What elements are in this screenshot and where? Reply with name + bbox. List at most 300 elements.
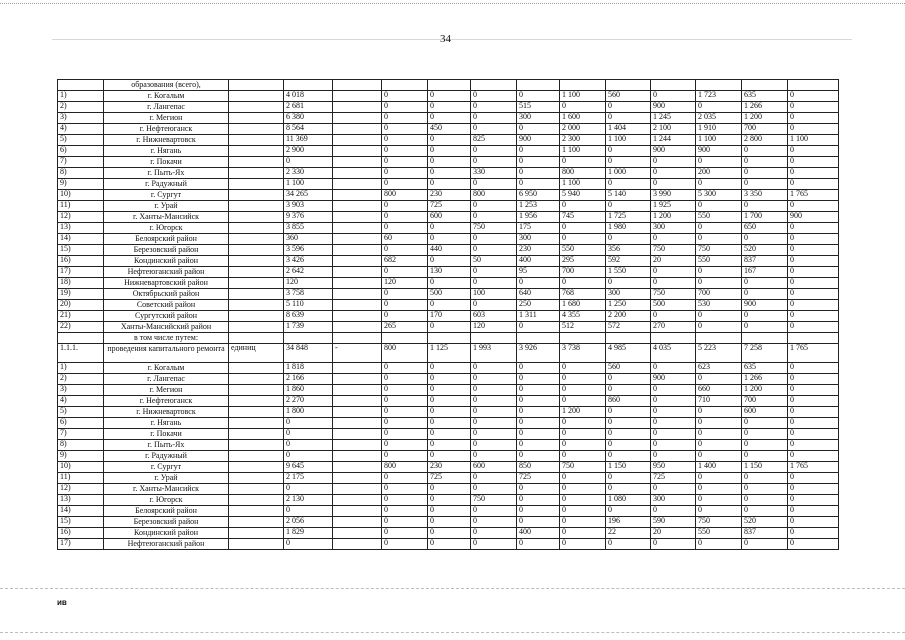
scan-artifact-edge [0, 632, 905, 633]
value-cell: 515 [517, 102, 560, 113]
value-cell: 837 [742, 256, 788, 267]
dash-cell [333, 190, 382, 201]
page-number: 34 [440, 33, 451, 45]
value-cell: 1 000 [606, 168, 651, 179]
table-row [58, 473, 839, 484]
value-cell: 0 [382, 484, 428, 495]
value-cell: 0 [606, 157, 651, 168]
value-cell: 0 [428, 300, 471, 311]
value-cell: 95 [517, 267, 560, 278]
dash-cell [333, 440, 382, 451]
name-cell: проведения капитального ремонта [104, 344, 229, 363]
value-cell: 1 980 [606, 223, 651, 234]
value-cell: 0 [606, 484, 651, 495]
dash-cell [333, 451, 382, 462]
value-cell: 5 223 [696, 344, 742, 363]
unit-cell [229, 363, 284, 374]
total-cell: 8 564 [284, 124, 333, 135]
name-cell: г. Нефтеюганск [104, 124, 229, 135]
value-cell: 750 [560, 462, 606, 473]
table-row [58, 363, 839, 374]
value-cell: 0 [382, 407, 428, 418]
value-cell: 0 [517, 168, 560, 179]
value-cell: 1 400 [696, 462, 742, 473]
value-cell: 0 [788, 363, 839, 374]
unit-cell [229, 407, 284, 418]
total-cell: 0 [284, 539, 333, 550]
unit-cell [229, 495, 284, 506]
unit-cell [229, 418, 284, 429]
value-cell [651, 333, 696, 344]
index-cell: 21) [58, 311, 104, 322]
value-cell: 0 [560, 528, 606, 539]
value-cell: 0 [788, 311, 839, 322]
dash-cell [333, 300, 382, 311]
value-cell: 0 [651, 234, 696, 245]
value-cell: 0 [742, 484, 788, 495]
value-cell: 0 [428, 396, 471, 407]
value-cell: 0 [517, 396, 560, 407]
value-cell: 0 [742, 506, 788, 517]
value-cell: 0 [696, 539, 742, 550]
value-cell: 356 [606, 245, 651, 256]
name-cell: Березовский район [104, 517, 229, 528]
value-cell: 0 [788, 102, 839, 113]
value-cell: 0 [788, 429, 839, 440]
value-cell: 0 [517, 374, 560, 385]
value-cell: 0 [742, 473, 788, 484]
value-cell: 800 [471, 190, 517, 201]
index-cell: 16) [58, 528, 104, 539]
value-cell: 300 [517, 234, 560, 245]
name-cell: г. Пыть-Ях [104, 440, 229, 451]
value-cell [696, 80, 742, 91]
unit-cell: единиц [229, 344, 284, 363]
unit-cell [229, 146, 284, 157]
value-cell: 0 [606, 451, 651, 462]
total-cell: 2 175 [284, 473, 333, 484]
scan-artifact-top [0, 3, 905, 4]
dash-cell [333, 234, 382, 245]
value-cell: 0 [651, 440, 696, 451]
unit-cell [229, 113, 284, 124]
total-cell: 0 [284, 440, 333, 451]
table-row [58, 256, 839, 267]
unit-cell [229, 124, 284, 135]
value-cell: 167 [742, 267, 788, 278]
value-cell: 0 [428, 278, 471, 289]
value-cell: 0 [517, 278, 560, 289]
index-cell: 14) [58, 234, 104, 245]
value-cell: 0 [788, 451, 839, 462]
index-cell: 17) [58, 267, 104, 278]
value-cell: 560 [606, 363, 651, 374]
value-cell: 20 [651, 528, 696, 539]
value-cell: 0 [696, 179, 742, 190]
dash-cell [333, 462, 382, 473]
value-cell: 0 [517, 179, 560, 190]
value-cell: 745 [560, 212, 606, 223]
value-cell: 650 [742, 223, 788, 234]
value-cell: 700 [742, 396, 788, 407]
value-cell: 0 [517, 418, 560, 429]
value-cell: 175 [517, 223, 560, 234]
name-cell: г. Ханты-Мансийск [104, 212, 229, 223]
table-row [58, 429, 839, 440]
value-cell: 0 [382, 201, 428, 212]
table-row [58, 278, 839, 289]
value-cell: 0 [471, 300, 517, 311]
value-cell: 0 [471, 539, 517, 550]
table-row [58, 484, 839, 495]
value-cell: 860 [606, 396, 651, 407]
value-cell: 0 [788, 179, 839, 190]
value-cell: 400 [517, 528, 560, 539]
table-row [58, 495, 839, 506]
table-row [58, 267, 839, 278]
value-cell: 0 [471, 418, 517, 429]
value-cell: 270 [651, 322, 696, 333]
name-cell: г. Нефтеюганск [104, 396, 229, 407]
unit-cell [229, 157, 284, 168]
value-cell: 550 [696, 212, 742, 223]
value-cell: 1 550 [606, 267, 651, 278]
dash-cell [333, 429, 382, 440]
value-cell [742, 333, 788, 344]
name-cell: г. Когалым [104, 363, 229, 374]
value-cell: 0 [788, 396, 839, 407]
table-row [58, 374, 839, 385]
unit-cell [229, 289, 284, 300]
value-cell: 0 [471, 267, 517, 278]
name-cell: Кондинский район [104, 528, 229, 539]
unit-cell [229, 429, 284, 440]
value-cell: 0 [428, 374, 471, 385]
value-cell: 0 [471, 124, 517, 135]
name-cell: г. Сургут [104, 190, 229, 201]
value-cell: 0 [471, 407, 517, 418]
value-cell: 50 [471, 256, 517, 267]
value-cell: 0 [560, 223, 606, 234]
value-cell: 230 [428, 462, 471, 473]
value-cell: 0 [382, 506, 428, 517]
value-cell: 0 [560, 495, 606, 506]
total-cell: 1 829 [284, 528, 333, 539]
value-cell: 0 [382, 418, 428, 429]
value-cell [560, 333, 606, 344]
total-cell: 1 860 [284, 385, 333, 396]
value-cell: 0 [517, 146, 560, 157]
value-cell: 0 [382, 385, 428, 396]
value-cell: 0 [788, 234, 839, 245]
dash-cell [333, 113, 382, 124]
total-cell: 11 369 [284, 135, 333, 146]
table-row [58, 385, 839, 396]
value-cell: 0 [696, 157, 742, 168]
value-cell: 750 [696, 245, 742, 256]
value-cell: 520 [742, 517, 788, 528]
value-cell: 0 [651, 539, 696, 550]
value-cell: 0 [788, 256, 839, 267]
total-cell: 0 [284, 506, 333, 517]
total-cell: 0 [284, 484, 333, 495]
unit-cell [229, 322, 284, 333]
dash-cell [333, 91, 382, 102]
index-cell: 2) [58, 102, 104, 113]
value-cell: 0 [788, 418, 839, 429]
value-cell: 750 [651, 289, 696, 300]
value-cell: 0 [517, 91, 560, 102]
value-cell [517, 80, 560, 91]
value-cell: 800 [382, 190, 428, 201]
value-cell: 600 [742, 407, 788, 418]
dash-cell [333, 363, 382, 374]
dash-cell [333, 396, 382, 407]
value-cell: 0 [651, 278, 696, 289]
value-cell: 0 [471, 278, 517, 289]
unit-cell [229, 374, 284, 385]
dash-cell [333, 146, 382, 157]
index-cell: 4) [58, 396, 104, 407]
value-cell [788, 80, 839, 91]
value-cell: 0 [696, 322, 742, 333]
value-cell: 0 [742, 451, 788, 462]
value-cell: 265 [382, 322, 428, 333]
table-row [58, 234, 839, 245]
value-cell: 0 [606, 407, 651, 418]
value-cell: 0 [696, 440, 742, 451]
index-cell: 9) [58, 451, 104, 462]
value-cell: 0 [788, 113, 839, 124]
value-cell [517, 333, 560, 344]
name-cell: г. Нижневартовск [104, 135, 229, 146]
value-cell: 130 [428, 267, 471, 278]
index-cell: 8) [58, 440, 104, 451]
value-cell: 750 [471, 223, 517, 234]
table-row [58, 407, 839, 418]
value-cell: 0 [606, 539, 651, 550]
name-cell: Октябрьский район [104, 289, 229, 300]
value-cell: 900 [651, 102, 696, 113]
unit-cell [229, 256, 284, 267]
index-cell: 19) [58, 289, 104, 300]
name-cell: г. Урай [104, 473, 229, 484]
table-row [58, 322, 839, 333]
index-cell: 14) [58, 506, 104, 517]
name-cell: г. Югорск [104, 495, 229, 506]
table-row [58, 212, 839, 223]
value-cell: 1 600 [560, 113, 606, 124]
value-cell: 2 100 [651, 124, 696, 135]
value-cell [428, 333, 471, 344]
total-cell: 0 [284, 157, 333, 168]
data-table [57, 79, 839, 550]
value-cell: 900 [517, 135, 560, 146]
value-cell: 0 [788, 440, 839, 451]
value-cell: 0 [742, 146, 788, 157]
value-cell: 0 [560, 201, 606, 212]
value-cell: 0 [471, 245, 517, 256]
name-cell: г. Когалым [104, 91, 229, 102]
index-cell: 7) [58, 429, 104, 440]
value-cell: 0 [788, 168, 839, 179]
value-cell: 0 [382, 396, 428, 407]
value-cell: 0 [517, 124, 560, 135]
value-cell: 0 [560, 473, 606, 484]
value-cell: 450 [428, 124, 471, 135]
value-cell: 520 [742, 245, 788, 256]
dash-cell [333, 322, 382, 333]
value-cell: 0 [471, 374, 517, 385]
value-cell: 1 765 [788, 344, 839, 363]
value-cell: 0 [788, 517, 839, 528]
dash-cell [333, 212, 382, 223]
value-cell: 0 [382, 135, 428, 146]
total-cell: 1 100 [284, 179, 333, 190]
value-cell: 0 [471, 396, 517, 407]
value-cell: 0 [651, 267, 696, 278]
value-cell: 0 [471, 363, 517, 374]
value-cell: 250 [517, 300, 560, 311]
value-cell: 0 [606, 102, 651, 113]
value-cell [382, 333, 428, 344]
value-cell: 635 [742, 363, 788, 374]
value-cell: 512 [560, 322, 606, 333]
value-cell: 0 [788, 300, 839, 311]
value-cell: 60 [382, 234, 428, 245]
dash-cell [333, 157, 382, 168]
value-cell: 0 [696, 473, 742, 484]
table-row [58, 146, 839, 157]
value-cell: 0 [788, 473, 839, 484]
unit-cell [229, 278, 284, 289]
value-cell: 0 [382, 245, 428, 256]
index-cell: 13) [58, 223, 104, 234]
dash-cell [333, 495, 382, 506]
value-cell: 120 [382, 278, 428, 289]
value-cell: 750 [471, 495, 517, 506]
unit-cell [229, 528, 284, 539]
table-row [58, 201, 839, 212]
name-cell: образования (всего), [104, 80, 229, 91]
total-cell: 3 903 [284, 201, 333, 212]
value-cell: 1 311 [517, 311, 560, 322]
value-cell: 196 [606, 517, 651, 528]
value-cell: 0 [651, 484, 696, 495]
index-cell: 12) [58, 212, 104, 223]
value-cell: 7 258 [742, 344, 788, 363]
value-cell: 725 [517, 473, 560, 484]
value-cell: 0 [788, 495, 839, 506]
value-cell: 800 [382, 462, 428, 473]
value-cell: 0 [696, 267, 742, 278]
value-cell [229, 333, 284, 344]
index-cell: 12) [58, 484, 104, 495]
value-cell: 550 [560, 245, 606, 256]
index-cell: 6) [58, 146, 104, 157]
value-cell: 0 [428, 168, 471, 179]
index-cell: 1) [58, 91, 104, 102]
table-row [58, 311, 839, 322]
value-cell: 0 [560, 440, 606, 451]
value-cell: 22 [606, 528, 651, 539]
value-cell: 0 [788, 484, 839, 495]
value-cell: 2 035 [696, 113, 742, 124]
name-cell: Нижневартовский район [104, 278, 229, 289]
value-cell [471, 80, 517, 91]
value-cell: 0 [560, 363, 606, 374]
total-cell: 4 018 [284, 91, 333, 102]
value-cell: 0 [517, 322, 560, 333]
table-row [58, 539, 839, 550]
unit-cell [229, 168, 284, 179]
value-cell: 0 [428, 429, 471, 440]
value-cell: 700 [560, 267, 606, 278]
unit-cell [229, 451, 284, 462]
value-cell: 1 700 [742, 212, 788, 223]
dash-cell [333, 539, 382, 550]
value-cell: 0 [560, 278, 606, 289]
value-cell: 1 253 [517, 201, 560, 212]
value-cell: 0 [696, 223, 742, 234]
name-cell: г. Пыть-Ях [104, 168, 229, 179]
name-cell: Березовский район [104, 245, 229, 256]
total-cell: 5 110 [284, 300, 333, 311]
value-cell: 6 950 [517, 190, 560, 201]
name-cell: г. Покачи [104, 157, 229, 168]
index-cell: 10) [58, 462, 104, 473]
table-row [58, 113, 839, 124]
table-row [58, 190, 839, 201]
value-cell: 0 [696, 311, 742, 322]
unit-cell [229, 440, 284, 451]
value-cell: 0 [742, 278, 788, 289]
value-cell: 0 [517, 495, 560, 506]
value-cell: 1 150 [742, 462, 788, 473]
total-cell: 120 [284, 278, 333, 289]
value-cell: 1 250 [606, 300, 651, 311]
unit-cell [229, 311, 284, 322]
index-cell: 18) [58, 278, 104, 289]
value-cell: 0 [382, 311, 428, 322]
total-cell: 8 639 [284, 311, 333, 322]
value-cell: 635 [742, 91, 788, 102]
value-cell: 3 990 [651, 190, 696, 201]
value-cell: 682 [382, 256, 428, 267]
value-cell: 0 [382, 157, 428, 168]
value-cell: 1 680 [560, 300, 606, 311]
value-cell: 0 [428, 440, 471, 451]
value-cell: 0 [788, 146, 839, 157]
value-cell: 0 [696, 429, 742, 440]
value-cell: 1 100 [560, 91, 606, 102]
total-cell: 3 855 [284, 223, 333, 234]
value-cell: 1 723 [696, 91, 742, 102]
dash-cell [333, 418, 382, 429]
total-cell: 2 056 [284, 517, 333, 528]
index-cell: 15) [58, 245, 104, 256]
value-cell: 0 [560, 157, 606, 168]
name-cell: г. Мегион [104, 385, 229, 396]
total-cell: 1 739 [284, 322, 333, 333]
index-cell: 10) [58, 190, 104, 201]
index-cell: 3) [58, 385, 104, 396]
dash-cell [333, 278, 382, 289]
value-cell: 0 [382, 473, 428, 484]
value-cell: 0 [428, 528, 471, 539]
total-cell: 2 270 [284, 396, 333, 407]
name-cell: г. Ханты-Мансийск [104, 484, 229, 495]
